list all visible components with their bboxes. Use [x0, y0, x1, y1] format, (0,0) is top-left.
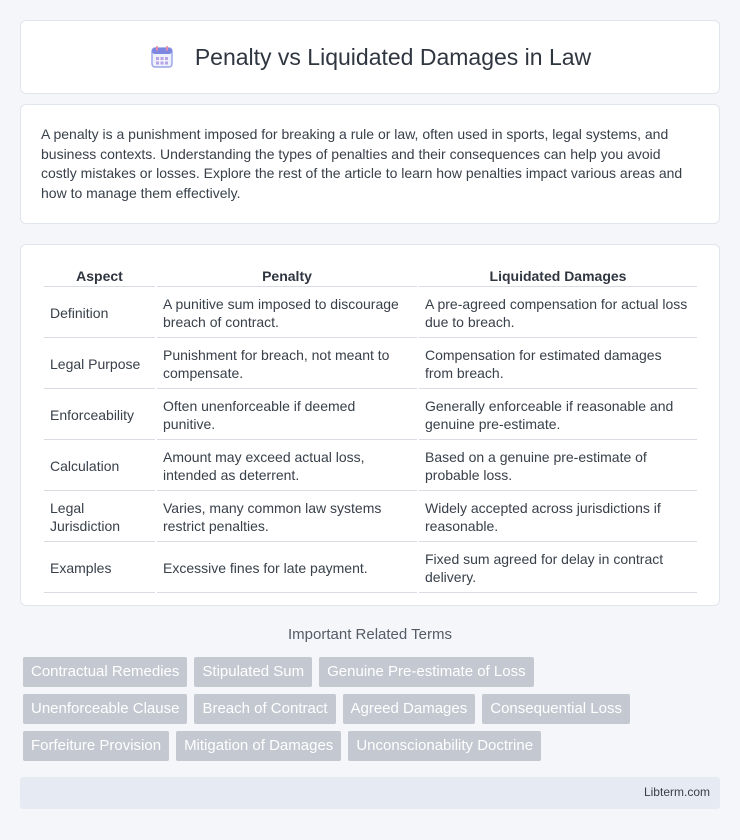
table-header-row: [44, 265, 697, 287]
liquidated-cell: Based on a genuine pre-estimate of probable loss.: [419, 442, 697, 491]
aspect-cell: Definition: [44, 289, 155, 338]
penalty-cell: A punitive sum imposed to discourage breach of contract.: [157, 289, 417, 338]
tag-contractual-remedies[interactable]: Contractual Remedies: [23, 657, 187, 687]
calendar-icon: [149, 44, 175, 70]
penalty-cell: Often unenforceable if deemed punitive.: [157, 391, 417, 440]
aspect-cell: Calculation: [44, 442, 155, 491]
tag-row: [23, 657, 723, 687]
tag-agreed-damages[interactable]: Agreed Damages: [343, 694, 476, 724]
tag-row: [23, 731, 723, 761]
header-penalty: Penalty: [157, 265, 417, 287]
aspect-cell: Legal Jurisdiction: [44, 493, 155, 542]
header-aspect: Aspect: [44, 265, 155, 287]
liquidated-cell: A pre-agreed compensation for actual loss due to breach.: [419, 289, 697, 338]
tag-mitigation-of-damages[interactable]: Mitigation of Damages: [176, 731, 341, 761]
table-row: [44, 289, 697, 338]
tag-unconscionability-doctrine[interactable]: Unconscionability Doctrine: [348, 731, 541, 761]
intro-card: [20, 104, 720, 224]
tag-consequential-loss[interactable]: Consequential Loss: [482, 694, 630, 724]
table-row: [44, 442, 697, 491]
aspect-cell: Enforceability: [44, 391, 155, 440]
header-card: [20, 20, 720, 94]
aspect-cell: Examples: [44, 544, 155, 593]
penalty-cell: Excessive fines for late payment.: [157, 544, 417, 593]
tag-row: [23, 694, 723, 724]
comparison-table: [42, 263, 699, 595]
tag-unenforceable-clause[interactable]: Unenforceable Clause: [23, 694, 187, 724]
intro-text: A penalty is a punishment imposed for breaking a rule or law, often used in sports, legal systems, and business contexts. Understanding the types of penalties and their consequences can help you avoid costly mistakes or losses. Explore the rest of the article to learn how penalties impact various areas and how to manage them effectively.: [41, 126, 683, 201]
penalty-cell: Punishment for breach, not meant to compensate.: [157, 340, 417, 389]
liquidated-cell: Generally enforceable if reasonable and genuine pre-estimate.: [419, 391, 697, 440]
table-row: [44, 544, 697, 593]
tag-stipulated-sum[interactable]: Stipulated Sum: [194, 657, 312, 687]
page-title: Penalty vs Liquidated Damages in Law: [194, 43, 592, 70]
related-terms-title: Important Related Terms: [288, 626, 452, 643]
aspect-cell: Legal Purpose: [44, 340, 155, 389]
liquidated-cell: Compensation for estimated damages from breach.: [419, 340, 697, 389]
tag-genuine-pre-estimate[interactable]: Genuine Pre-estimate of Loss: [319, 657, 533, 687]
liquidated-cell: Widely accepted across jurisdictions if reasonable.: [419, 493, 697, 542]
tag-breach-of-contract[interactable]: Breach of Contract: [194, 694, 335, 724]
table-row: [44, 340, 697, 389]
comparison-card: [20, 244, 720, 606]
table-row: [44, 391, 697, 440]
related-terms: [23, 657, 723, 768]
header-liquidated-damages: Liquidated Damages: [419, 265, 697, 287]
penalty-cell: Varies, many common law systems restrict penalties.: [157, 493, 417, 542]
footer-site-link[interactable]: Libterm.com: [643, 785, 710, 799]
penalty-cell: Amount may exceed actual loss, intended as deterrent.: [157, 442, 417, 491]
liquidated-cell: Fixed sum agreed for delay in contract delivery.: [419, 544, 697, 593]
footer: [20, 777, 720, 809]
tag-forfeiture-provision[interactable]: Forfeiture Provision: [23, 731, 169, 761]
table-row: [44, 493, 697, 542]
